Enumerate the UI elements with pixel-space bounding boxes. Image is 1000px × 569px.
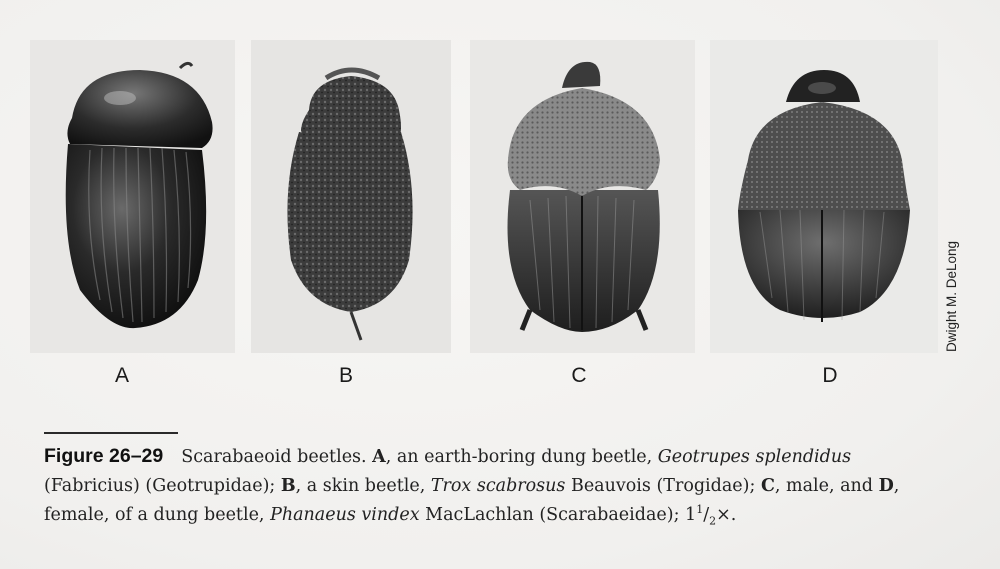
beetle-photo-c <box>470 40 695 353</box>
plate-label-c: C <box>571 364 587 387</box>
caption-d-label: D <box>878 476 894 496</box>
caption-b-authority: Beauvois (Trogidae); <box>565 476 761 496</box>
trox-beetle-image <box>251 40 451 353</box>
caption-a-authority: (Fabricius) (Geotrupidae); <box>44 476 281 496</box>
caption-c-label: C <box>760 476 775 496</box>
caption-d-text: , female, of a dung beetle, <box>44 476 900 525</box>
caption-intro: Scarabaeoid beetles. <box>181 447 367 467</box>
beetle-photo-b <box>251 40 451 353</box>
beetle-photo-a <box>30 40 235 353</box>
caption-c-text: , male, and <box>774 476 879 496</box>
magnification-numerator: 1 <box>696 503 704 517</box>
magnification-suffix: ×. <box>716 505 737 525</box>
magnification: $1^1/_2\times$. <box>685 503 737 528</box>
caption-d-authority: MacLachlan (Scarabaeidae); <box>419 505 686 525</box>
caption-b-species: Trox scabrosus <box>430 476 566 496</box>
caption-rule <box>44 432 178 434</box>
plate-label-d: D <box>822 364 838 387</box>
caption-a-label: A <box>372 447 386 467</box>
magnification-denominator: 2 <box>709 514 717 528</box>
phanaeus-male-beetle-image <box>470 40 695 353</box>
caption-b-text: , a skin beetle, <box>295 476 431 496</box>
caption-a-text: , an earth-boring dung beetle, <box>385 447 658 467</box>
photo-credit: Dwight M. DeLong <box>944 240 959 352</box>
caption-a-species: Geotrupes splendidus <box>657 447 852 467</box>
magnification-whole: 1 <box>685 505 697 525</box>
figure-label: Figure 26–29 <box>44 445 164 467</box>
figure-caption <box>44 442 944 530</box>
caption-b-label: B <box>280 476 296 496</box>
beetle-photo-d <box>710 40 938 353</box>
geotrupes-beetle-image <box>30 40 235 353</box>
plate-label-b: B <box>338 364 353 387</box>
plate-label-a: A <box>114 364 129 387</box>
phanaeus-female-beetle-image <box>710 40 938 353</box>
caption-d-species: Phanaeus vindex <box>270 505 420 525</box>
